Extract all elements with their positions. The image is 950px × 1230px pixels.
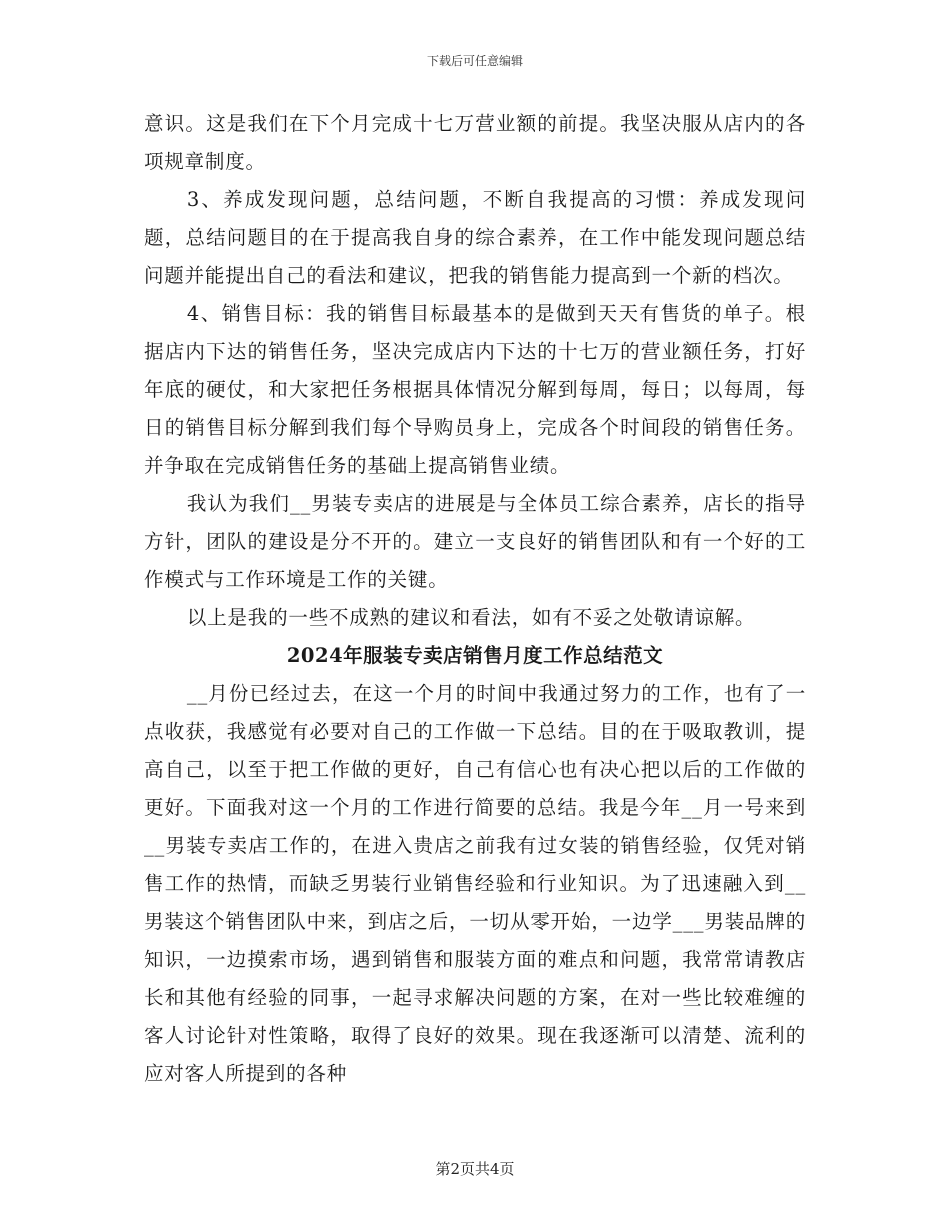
page-footer: 第2页共4页 — [435, 1160, 515, 1178]
page-header: 下载后可任意编辑 — [426, 54, 523, 68]
section-title: 2024年服装专卖店销售月度工作总结范文 — [286, 644, 664, 667]
paragraph-3: 4、销售目标：我的销售目标最基本的是做到天天有售货的单子。根据店内下达的销售任务，坚决完成店内下达的十七万的营业额任务，打好年底的硬仗，和大家把任务根据具体情况分解到每周，每日；以每周，每日的销售目标分解到我们每个导购员身上，完成各个时间段的销售任务。并争取在完成销售任务的基础上提高销售业绩。 — [144, 302, 806, 477]
paragraph-4: 我认为我们__男装专卖店的进展是与全体员工综合素养，店长的指导方针，团队的建设是分不开的。建立一支良好的销售团队和有一个好的工作模式与工作环境是工作的关键。 — [144, 492, 806, 591]
paragraph-1: 意识。这是我们在下个月完成十七万营业额的前提。我坚决服从店内的各项规章制度。 — [144, 112, 806, 173]
paragraph-6: __月份已经过去，在这一个月的时间中我通过努力的工作，也有了一点收获，我感觉有必要对自己的工作做一下总结。目的在于吸取教训，提高自己，以至于把工作做的更好，自己有信心也有决心把以后的工作做的更好。下面我对这一个月的工作进行简要的总结。我是今年__月一号来到__男装专卖店工作的，在进入贵店之前我有过女装的销售经验，仅凭对销售工作的热情，而缺乏男装行业销售经验和行业知识。为了迅速融入到__男装这个销售团队中来，到店之后，一切从零开始，一边学___男装品牌的知识，一边摸索市场，遇到销售和服装方面的难点和问题，我常常请教店长和其他有经验的同事，一起寻求解决问题的方案，在对一些比较难缠的客人讨论针对性策略，取得了良好的效果。现在我逐渐可以清楚、流利的应对客人所提到的各种 — [144, 682, 806, 1085]
paragraph-2: 3、养成发现问题，总结问题，不断自我提高的习惯：养成发现问题，总结问题目的在于提高我自身的综合素养，在工作中能发现问题总结问题并能提出自己的看法和建议，把我的销售能力提高到一个新的档次。 — [144, 188, 806, 287]
document-body — [144, 105, 806, 1093]
paragraph-5: 以上是我的一些不成熟的建议和看法，如有不妥之处敬请谅解。 — [186, 606, 756, 629]
